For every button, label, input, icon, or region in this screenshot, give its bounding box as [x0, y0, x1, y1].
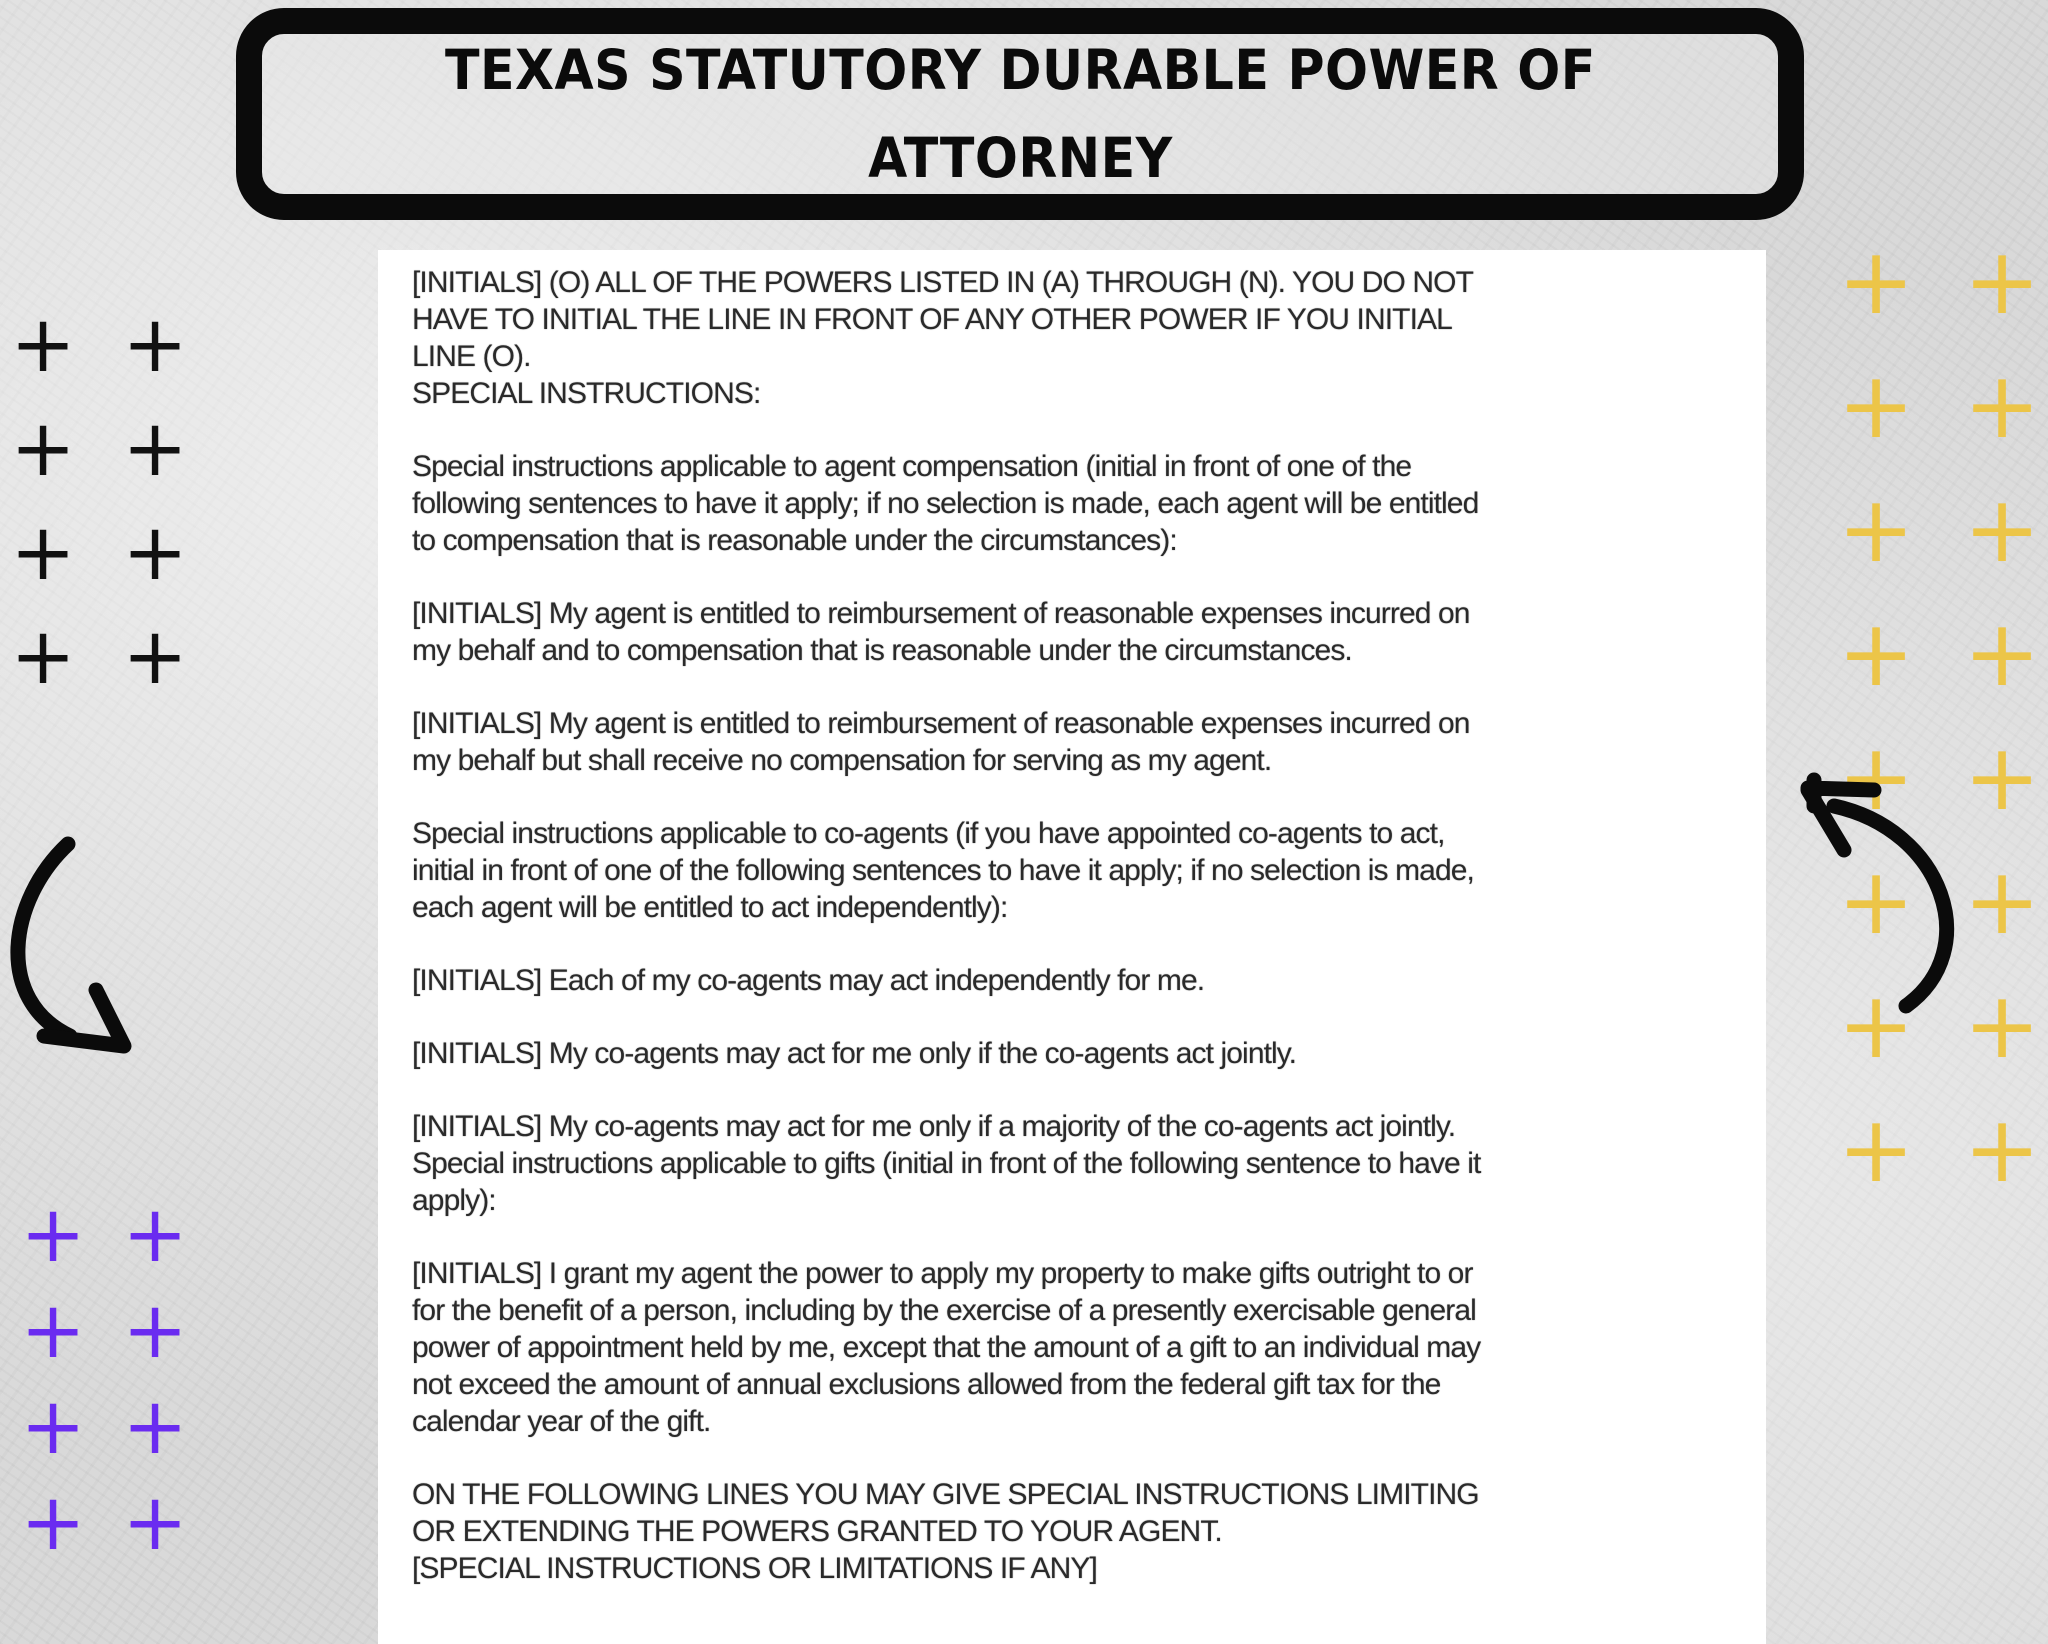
- plus-icon: +: [1963, 848, 2041, 955]
- plus-icon: +: [122, 1190, 188, 1280]
- paragraph-special-limitations: ON THE FOLLOWING LINES YOU MAY GIVE SPECIAL INSTRUCTIONS LIMITING OR EXTENDING THE POWERS GRANTED TO YOUR AGENT. [SPECIAL INSTRUCTIONS OR LIMITATIONS IF ANY]: [412, 1478, 1479, 1585]
- plus-icon: +: [10, 404, 76, 494]
- plus-icon: +: [10, 612, 76, 702]
- plus-icon: +: [10, 508, 76, 598]
- plus-icon: +: [1837, 848, 1915, 955]
- plus-icon: +: [1963, 1096, 2041, 1203]
- plus-icon: +: [1963, 352, 2041, 459]
- plus-icon: +: [1963, 972, 2041, 1079]
- plus-icon: +: [1837, 1096, 1915, 1203]
- paragraph-all-powers: [INITIALS] (O) ALL OF THE POWERS LISTED IN (A) THROUGH (N). YOU DO NOT HAVE TO INITIAL THE LINE IN FRONT OF ANY OTHER POWER IF YOU INITIAL LINE (O). SPECIAL INSTRUCTIONS:: [412, 266, 1474, 410]
- plus-icon: +: [122, 1286, 188, 1376]
- plus-icon: +: [20, 1478, 86, 1568]
- title-line-1: TEXAS STATUTORY DURABLE POWER OF: [444, 38, 1596, 102]
- plus-icon: +: [1837, 228, 1915, 335]
- plus-icon: +: [1837, 972, 1915, 1079]
- plus-icon: +: [1837, 600, 1915, 707]
- plus-icon: +: [1963, 476, 2041, 583]
- paragraph-gifts: [INITIALS] I grant my agent the power to apply my property to make gifts outright to or for the benefit of a person, including by the exercise of a presently exercisable general power of appointment held by me, except that the amount of a gift to an individual may not exceed the amount of annual exclusions allowed from the federal gift tax for the calendar year of the gift.: [412, 1257, 1481, 1438]
- plus-icon: +: [122, 300, 188, 390]
- paragraph-no-compensation: [INITIALS] My agent is entitled to reimbursement of reasonable expenses incurred on my behalf but shall receive no compensation for serving as my agent.: [412, 707, 1470, 777]
- paragraph-coagents-jointly: [INITIALS] My co-agents may act for me only if the co-agents act jointly.: [412, 1037, 1297, 1070]
- curved-arrow-down-icon: [0, 830, 150, 1060]
- paragraph-coagents-independent: [INITIALS] Each of my co-agents may act independently for me.: [412, 964, 1205, 997]
- title-banner: [236, 8, 1804, 220]
- document-page: [378, 250, 1766, 1644]
- paragraph-compensation-instructions: Special instructions applicable to agent compensation (initial in front of one of the following sentences to have it apply; if no selection is made, each agent will be entitled to compensation that is reasonable under the circumstances):: [412, 450, 1479, 557]
- title-line-2: ATTORNEY: [867, 126, 1173, 190]
- paragraph-coagent-instructions: Special instructions applicable to co-agents (if you have appointed co-agents to act, initial in front of one of the following sentences to have it apply; if no selection is made, each agent will be entitled to act independently):: [412, 817, 1474, 924]
- plus-icon: +: [122, 508, 188, 598]
- plus-icon: +: [122, 1478, 188, 1568]
- plus-icon: +: [1963, 600, 2041, 707]
- plus-icon: +: [1837, 352, 1915, 459]
- plus-icon: +: [20, 1190, 86, 1280]
- plus-icon: +: [1963, 228, 2041, 335]
- paragraph-compensation-reasonable: [INITIALS] My agent is entitled to reimbursement of reasonable expenses incurred on my behalf and to compensation that is reasonable under the circumstances.: [412, 597, 1470, 667]
- plus-icon: +: [10, 300, 76, 390]
- plus-icon: +: [1963, 724, 2041, 831]
- plus-icon: +: [122, 1382, 188, 1472]
- plus-icon: +: [122, 612, 188, 702]
- plus-icon: +: [1837, 476, 1915, 583]
- plus-icon: +: [122, 404, 188, 494]
- paragraph-coagents-majority: [INITIALS] My co-agents may act for me only if a majority of the co-agents act jointly. Special instructions applicable to gifts (initial in front of the following sentence to have it apply):: [412, 1110, 1481, 1217]
- plus-icon: +: [1837, 724, 1915, 831]
- curved-arrow-up-icon: [1794, 760, 1974, 1020]
- page-title: [445, 26, 1596, 202]
- document-body: [412, 264, 1736, 1587]
- plus-icon: +: [20, 1382, 86, 1472]
- plus-icon: +: [20, 1286, 86, 1376]
